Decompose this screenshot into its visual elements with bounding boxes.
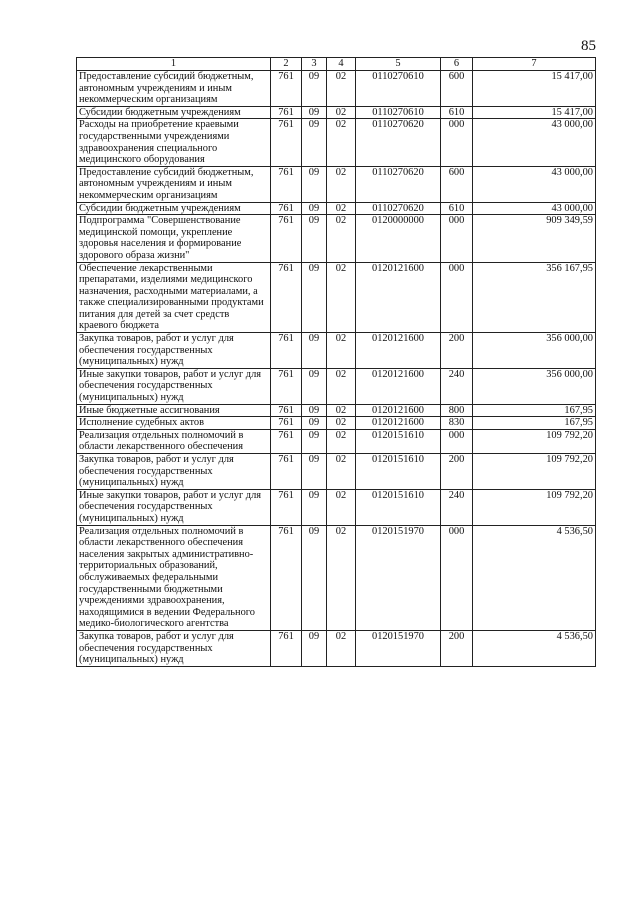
table-row [77,630,596,666]
table-row [77,404,596,417]
amount-cell: 167,95 [473,417,596,430]
subsection-code-cell: 02 [327,166,356,202]
ministry-code-cell: 761 [271,454,302,490]
target-article-code-cell: 0120151610 [356,429,441,453]
subsection-code-cell: 02 [327,404,356,417]
expense-type-code-cell: 800 [441,404,473,417]
ministry-code-cell: 761 [271,429,302,453]
subsection-code-cell: 02 [327,333,356,369]
target-article-code-cell: 0120151970 [356,525,441,630]
table-row [77,106,596,119]
table-row [77,417,596,430]
budget-table [76,57,596,667]
subsection-code-cell: 02 [327,262,356,333]
expense-name-cell: Иные закупки товаров, работ и услуг для обеспечения государственных (муниципальных) нужд [77,368,271,404]
ministry-code-cell: 761 [271,166,302,202]
expense-name-cell: Подпрограмма "Совершенствование медицинской помощи, укрепление здоровья населения и формирование здорового образа жизни" [77,215,271,262]
target-article-code-cell: 0120121600 [356,262,441,333]
header-col-2: 2 [271,58,302,71]
section-code-cell: 09 [302,106,327,119]
header-col-6: 6 [441,58,473,71]
expense-type-code-cell: 610 [441,202,473,215]
section-code-cell: 09 [302,429,327,453]
section-code-cell: 09 [302,119,327,166]
target-article-code-cell: 0120151610 [356,454,441,490]
amount-cell: 43 000,00 [473,202,596,215]
header-col-1: 1 [77,58,271,71]
amount-cell: 109 792,20 [473,454,596,490]
amount-cell: 109 792,20 [473,429,596,453]
ministry-code-cell: 761 [271,202,302,215]
ministry-code-cell: 761 [271,525,302,630]
amount-cell: 43 000,00 [473,119,596,166]
section-code-cell: 09 [302,71,327,107]
table-row [77,119,596,166]
target-article-code-cell: 0110270610 [356,71,441,107]
table-row [77,71,596,107]
subsection-code-cell: 02 [327,71,356,107]
target-article-code-cell: 0120121600 [356,333,441,369]
expense-type-code-cell: 610 [441,106,473,119]
expense-name-cell: Предоставление субсидий бюджетным, автономным учреждениям и иным некоммерческим организациям [77,71,271,107]
expense-name-cell: Реализация отдельных полномочий в области лекарственного обеспечения [77,429,271,453]
expense-type-code-cell: 200 [441,454,473,490]
header-col-3: 3 [302,58,327,71]
subsection-code-cell: 02 [327,489,356,525]
amount-cell: 15 417,00 [473,106,596,119]
target-article-code-cell: 0110270620 [356,202,441,215]
expense-name-cell: Предоставление субсидий бюджетным, автономным учреждениям и иным некоммерческим организациям [77,166,271,202]
subsection-code-cell: 02 [327,202,356,215]
amount-cell: 109 792,20 [473,489,596,525]
expense-name-cell: Закупка товаров, работ и услуг для обеспечения государственных (муниципальных) нужд [77,333,271,369]
ministry-code-cell: 761 [271,262,302,333]
subsection-code-cell: 02 [327,215,356,262]
expense-name-cell: Закупка товаров, работ и услуг для обеспечения государственных (муниципальных) нужд [77,454,271,490]
amount-cell: 167,95 [473,404,596,417]
expense-name-cell: Иные закупки товаров, работ и услуг для обеспечения государственных (муниципальных) нужд [77,489,271,525]
expense-type-code-cell: 000 [441,215,473,262]
subsection-code-cell: 02 [327,368,356,404]
amount-cell: 4 536,50 [473,525,596,630]
section-code-cell: 09 [302,262,327,333]
subsection-code-cell: 02 [327,525,356,630]
amount-cell: 356 000,00 [473,368,596,404]
expense-name-cell: Расходы на приобретение краевыми государственными учреждениями здравоохранения специального медицинского оборудования [77,119,271,166]
ministry-code-cell: 761 [271,106,302,119]
expense-name-cell: Обеспечение лекарственными препаратами, изделиями медицинского назначения, расходными материалами, а также специализированными продуктами питания для детей за счет средств краевого бюджета [77,262,271,333]
target-article-code-cell: 0110270610 [356,106,441,119]
section-code-cell: 09 [302,630,327,666]
amount-cell: 43 000,00 [473,166,596,202]
target-article-code-cell: 0110270620 [356,119,441,166]
expense-name-cell: Исполнение судебных актов [77,417,271,430]
ministry-code-cell: 761 [271,119,302,166]
ministry-code-cell: 761 [271,333,302,369]
subsection-code-cell: 02 [327,119,356,166]
table-row [77,333,596,369]
table-row [77,525,596,630]
ministry-code-cell: 761 [271,215,302,262]
table-row [77,489,596,525]
target-article-code-cell: 0110270620 [356,166,441,202]
target-article-code-cell: 0120151970 [356,630,441,666]
header-col-4: 4 [327,58,356,71]
table-row [77,202,596,215]
expense-type-code-cell: 000 [441,525,473,630]
expense-type-code-cell: 200 [441,333,473,369]
target-article-code-cell: 0120121600 [356,404,441,417]
expense-name-cell: Субсидии бюджетным учреждениям [77,106,271,119]
header-col-7: 7 [473,58,596,71]
subsection-code-cell: 02 [327,454,356,490]
expense-name-cell: Субсидии бюджетным учреждениям [77,202,271,215]
ministry-code-cell: 761 [271,71,302,107]
expense-type-code-cell: 200 [441,630,473,666]
table-row [77,215,596,262]
expense-type-code-cell: 240 [441,368,473,404]
header-col-5: 5 [356,58,441,71]
amount-cell: 15 417,00 [473,71,596,107]
target-article-code-cell: 0120121600 [356,417,441,430]
expense-name-cell: Реализация отдельных полномочий в области лекарственного обеспечения населения закрытых административно-территориальных образований, обслуживаемых федеральными государственными бюджетными учреждениями здравоохранения, находящимися в ведении Федерального медико-биологического агентства [77,525,271,630]
expense-type-code-cell: 600 [441,71,473,107]
expense-type-code-cell: 000 [441,429,473,453]
section-code-cell: 09 [302,333,327,369]
expense-type-code-cell: 000 [441,262,473,333]
expense-name-cell: Закупка товаров, работ и услуг для обеспечения государственных (муниципальных) нужд [77,630,271,666]
page-number: 85 [581,38,596,54]
section-code-cell: 09 [302,202,327,215]
expense-type-code-cell: 830 [441,417,473,430]
ministry-code-cell: 761 [271,489,302,525]
section-code-cell: 09 [302,166,327,202]
amount-cell: 356 167,95 [473,262,596,333]
section-code-cell: 09 [302,215,327,262]
expense-type-code-cell: 240 [441,489,473,525]
ministry-code-cell: 761 [271,404,302,417]
table-row [77,262,596,333]
table-row [77,454,596,490]
amount-cell: 356 000,00 [473,333,596,369]
amount-cell: 909 349,59 [473,215,596,262]
table-row [77,368,596,404]
table-row [77,166,596,202]
subsection-code-cell: 02 [327,106,356,119]
target-article-code-cell: 0120000000 [356,215,441,262]
ministry-code-cell: 761 [271,417,302,430]
header-row [77,58,596,71]
target-article-code-cell: 0120151610 [356,489,441,525]
section-code-cell: 09 [302,368,327,404]
target-article-code-cell: 0120121600 [356,368,441,404]
section-code-cell: 09 [302,417,327,430]
amount-cell: 4 536,50 [473,630,596,666]
table-row [77,429,596,453]
section-code-cell: 09 [302,454,327,490]
ministry-code-cell: 761 [271,630,302,666]
subsection-code-cell: 02 [327,429,356,453]
section-code-cell: 09 [302,489,327,525]
subsection-code-cell: 02 [327,417,356,430]
section-code-cell: 09 [302,525,327,630]
subsection-code-cell: 02 [327,630,356,666]
expense-name-cell: Иные бюджетные ассигнования [77,404,271,417]
expense-type-code-cell: 000 [441,119,473,166]
ministry-code-cell: 761 [271,368,302,404]
expense-type-code-cell: 600 [441,166,473,202]
section-code-cell: 09 [302,404,327,417]
